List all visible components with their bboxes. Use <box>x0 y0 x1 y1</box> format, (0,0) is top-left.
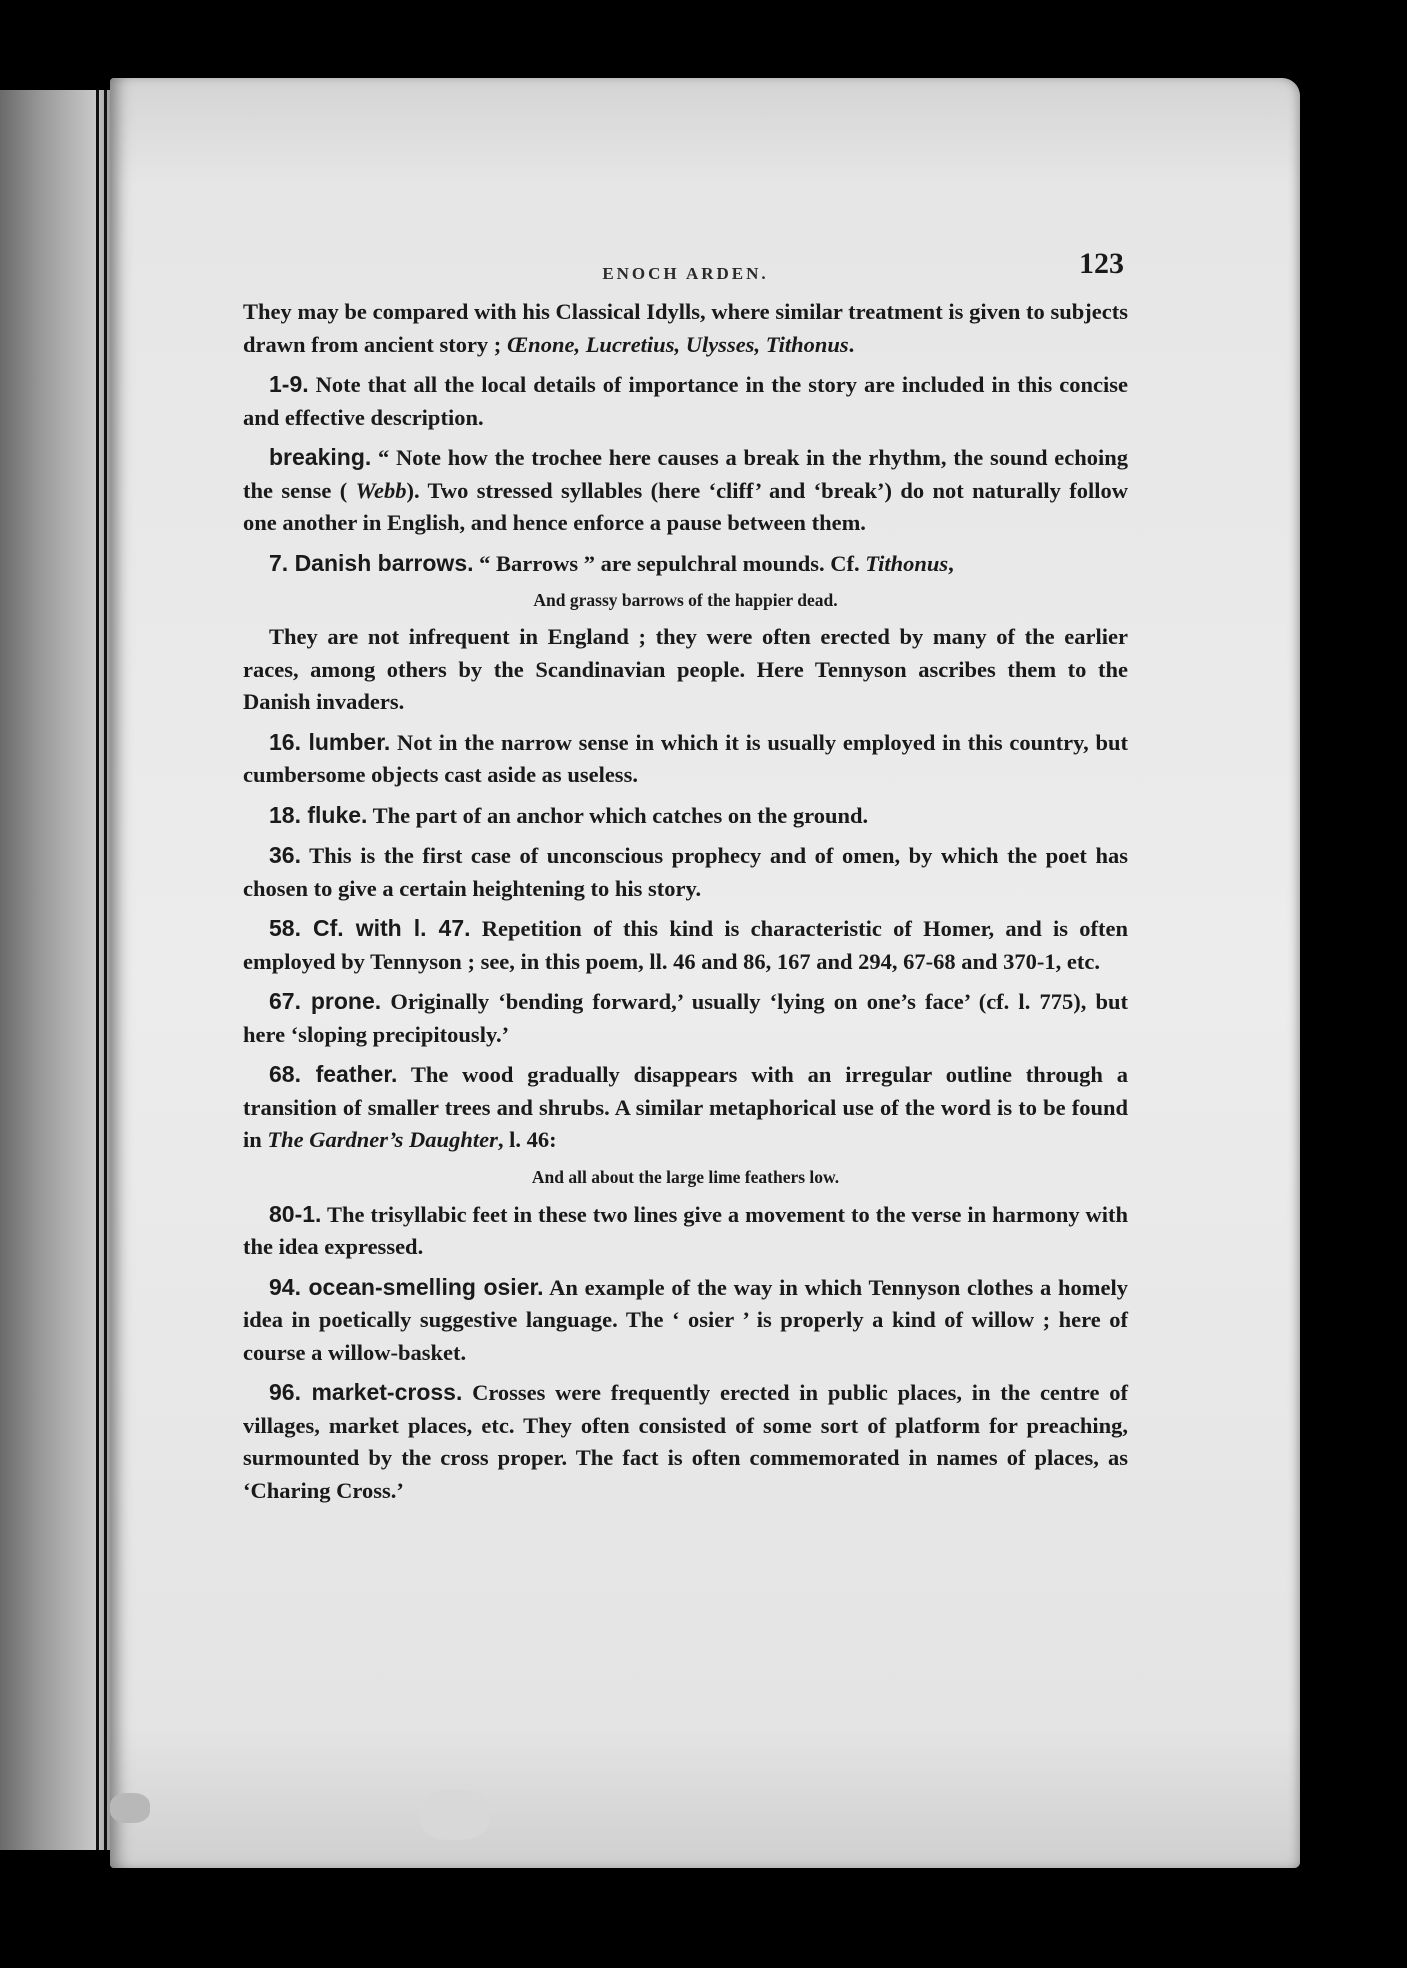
note-paragraph <box>243 839 1128 905</box>
note-paragraph <box>243 547 1128 581</box>
note-text: Repetition of this kind is characteristic of Homer, and is often employed by Tennyson ; see, in this poem, ll. 46 and 86, 167 and 294, 67-68 and 370-1, etc. <box>243 916 1128 974</box>
note-ref: 1-9. <box>269 371 309 397</box>
note-text: An example of the way in which Tennyson clothes a homely idea in poetically suggestive language. The ‘ osier ’ is properly a kind of willow ; here of course a willow-basket. <box>243 1274 1128 1365</box>
note-text: This is the first case of unconscious prophecy and of omen, by which the poet has chosen to give a certain heightening to his story. <box>243 843 1128 901</box>
note-ref: 94. ocean-smelling osier. <box>269 1273 544 1300</box>
note-paragraph <box>243 441 1128 540</box>
note-ref: 67. prone. <box>269 988 382 1014</box>
intro-end: . <box>848 331 855 357</box>
verse-quotation: And grassy barrows of the happier dead. <box>533 590 838 610</box>
note-italic: The Gardner’s Daughter <box>267 1127 498 1152</box>
note-ref: 68. feather. <box>269 1061 398 1087</box>
note-text: “ Note how the trochee here causes a break in the rhythm, the sound echoing the sense ( <box>243 445 1128 503</box>
note-text: The wood gradually disappears with an irregular outline through a transition of smaller trees and shrubs. A similar metaphorical use of the word is to be found in <box>243 1062 1128 1152</box>
note-paragraph <box>243 912 1128 978</box>
page-number: 123 <box>1079 247 1124 280</box>
note-ref: 7. Danish barrows. <box>269 549 474 576</box>
note-paragraph <box>243 1271 1128 1370</box>
note-italic: Tithonus <box>865 550 949 576</box>
note-italic: Webb <box>355 477 407 503</box>
note-paragraph <box>243 985 1128 1051</box>
note-ref: 36. <box>269 842 301 868</box>
intro-text: They may be compared with his Classical Idylls, where similar treatment is given to subjects drawn from ancient story ; <box>243 299 1128 357</box>
note-paragraph <box>243 368 1128 434</box>
page-content <box>243 248 1128 1514</box>
note-text: The part of an anchor which catches on the ground. <box>367 802 869 828</box>
note-paragraph <box>243 1198 1128 1264</box>
note-text: Not in the narrow sense in which it is usually employed in this country, but cumbersome objects cast aside as useless. <box>243 729 1129 787</box>
note-paragraph <box>243 1376 1128 1507</box>
note-text: The trisyllabic feet in these two lines give a movement to the verse in harmony with the idea expressed. <box>243 1201 1128 1259</box>
page-header <box>243 248 1128 296</box>
verse-quotation: And all about the large lime feathers low. <box>531 1166 840 1187</box>
note-text: Note that all the local details of importance in the story are included in this concise and effective description. <box>243 372 1128 430</box>
note-text: “ Barrows ” are sepulchral mounds. Cf. <box>473 550 866 576</box>
page-edge-line <box>104 90 107 1850</box>
page-edge-line <box>96 90 99 1850</box>
intro-paragraph <box>243 296 1128 361</box>
note-ref: 58. Cf. with l. 47. <box>269 915 471 941</box>
note-paragraph <box>243 726 1128 792</box>
paper-damage <box>110 1793 150 1823</box>
note-ref: 16. lumber. <box>269 728 391 755</box>
running-title: ENOCH ARDEN. <box>602 264 769 283</box>
note-text: ). Two stressed syllables (here ‘cliff’ and ‘break’) do not naturally follow one another in English, and hence enforce a pause between them. <box>243 477 1129 535</box>
note-text: They are not infrequent in England ; they were often erected by many of the earlier races, among others by the Scandinavian people. Here Tennyson ascribes them to the Danish invaders. <box>243 624 1128 714</box>
intro-titles: Œnone, Lucretius, Ulysses, Tithonus <box>506 331 849 357</box>
previous-page-edge <box>0 90 120 1850</box>
note-paragraph <box>243 799 1128 833</box>
paper-damage <box>420 1790 490 1840</box>
note-ref: breaking. <box>269 444 372 470</box>
note-ref: 18. fluke. <box>269 801 368 828</box>
note-ref: 96. market-cross. <box>269 1379 463 1405</box>
note-text: Crosses were frequently erected in public places, in the centre of villages, market places, etc. They often consisted of some sort of platform for preaching, surmounted by the cross proper. The fact is often commemorated in names of places, as ‘Charing Cross.’ <box>243 1380 1128 1503</box>
note-paragraph <box>243 1058 1128 1157</box>
note-text: , <box>948 550 954 576</box>
note-paragraph <box>243 621 1128 719</box>
note-text: , l. 46: <box>497 1127 557 1152</box>
note-text: Originally ‘bending forward,’ usually ‘lying on one’s face’ (cf. l. 775), but here ‘sloping precipitously.’ <box>243 989 1128 1047</box>
note-ref: 80-1. <box>269 1200 322 1227</box>
